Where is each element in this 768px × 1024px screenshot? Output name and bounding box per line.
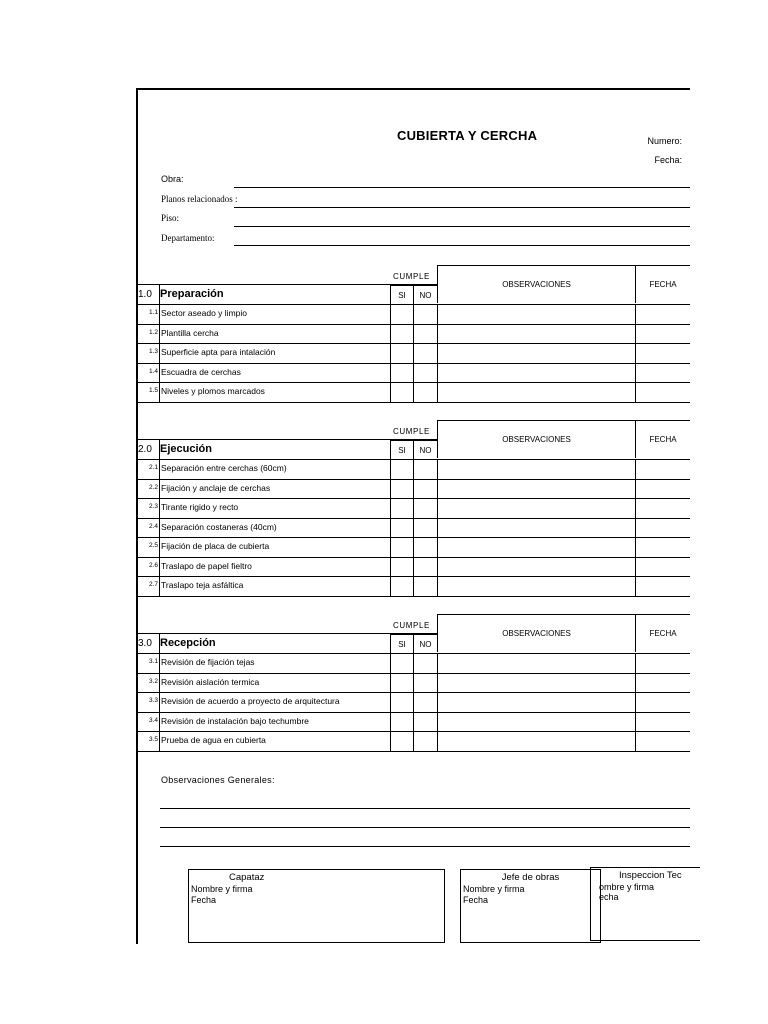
section-bottom-border: [138, 402, 690, 403]
item-text: Revisión de fijación tejas: [161, 657, 255, 667]
obra-label: Obra:: [161, 174, 184, 184]
section-title: Ejecución: [160, 443, 212, 455]
row-left-border: [159, 364, 160, 384]
si-cell[interactable]: [390, 654, 391, 674]
checklist-row: [138, 363, 690, 383]
section-bottom-border: [138, 596, 690, 597]
signature-title: Inspeccion Tec: [619, 870, 682, 881]
fecha-cell[interactable]: [635, 364, 636, 384]
checklist-row: [138, 712, 690, 732]
signature-box-inspeccion[interactable]: [590, 867, 700, 941]
row-left-border: [159, 325, 160, 345]
item-text: Traslapo teja asfáltica: [161, 580, 244, 590]
observaciones-cell[interactable]: [437, 732, 438, 752]
section-number: 1.0: [138, 289, 152, 300]
planos-field[interactable]: [234, 207, 690, 208]
planos-label: Planos relacionados :: [161, 194, 238, 204]
observaciones-generales-label: Observaciones Generales:: [161, 775, 275, 785]
fecha-cell[interactable]: [635, 499, 636, 519]
item-number: 3.4: [148, 716, 158, 724]
item-text: Revisión aislación termica: [161, 676, 260, 687]
si-cell[interactable]: [390, 325, 391, 345]
si-cell[interactable]: [390, 499, 391, 519]
section-left-border: [159, 634, 160, 653]
no-cell[interactable]: [413, 538, 414, 558]
fecha-cell[interactable]: [635, 558, 636, 578]
checklist-row: [138, 304, 690, 324]
observaciones-cell[interactable]: [437, 480, 438, 500]
observaciones-cell[interactable]: [437, 499, 438, 519]
si-cell[interactable]: [390, 364, 391, 384]
item-text: Niveles y plomos marcados: [161, 386, 265, 396]
no-cell[interactable]: [413, 713, 414, 733]
observaciones-header: OBSERVACIONES: [437, 420, 635, 458]
cumple-header: CUMPLE: [393, 427, 430, 436]
row-left-border: [159, 558, 160, 578]
observaciones-cell[interactable]: [437, 344, 438, 364]
item-number: 1.5: [148, 387, 158, 394]
item-text: Separación costaneras (40cm): [161, 521, 277, 532]
signature-date-label: echa: [599, 892, 619, 902]
item-text: Superficie apta para intalación: [161, 347, 276, 357]
si-header: SI: [390, 285, 413, 304]
row-left-border: [159, 344, 160, 364]
checklist-row: [138, 653, 690, 673]
item-number: 2.4: [148, 522, 158, 530]
signature-box-jefe-obras[interactable]: [460, 869, 601, 943]
numero-label: Numero:: [647, 136, 682, 146]
si-cell[interactable]: [390, 344, 391, 364]
item-text: Traslapo de papel fieltro: [161, 560, 252, 571]
observaciones-line-3[interactable]: [160, 846, 690, 847]
fecha-cell[interactable]: [635, 538, 636, 558]
item-text: Separación entre cerchas (60cm): [161, 463, 287, 473]
row-left-border: [159, 538, 160, 558]
checklist-row: [138, 479, 690, 499]
checklist-row: [138, 518, 690, 538]
observaciones-header: OBSERVACIONES: [437, 614, 635, 652]
si-cell[interactable]: [390, 693, 391, 713]
no-cell[interactable]: [413, 519, 414, 539]
no-cell[interactable]: [413, 577, 414, 597]
no-cell[interactable]: [413, 732, 414, 752]
item-number: 3.1: [148, 658, 158, 665]
item-number: 3.2: [148, 677, 158, 685]
item-number: 2.6: [148, 561, 158, 569]
no-cell[interactable]: [413, 499, 414, 519]
observaciones-cell[interactable]: [437, 674, 438, 694]
departamento-field[interactable]: [234, 245, 690, 246]
item-number: 1.4: [148, 367, 158, 375]
si-cell[interactable]: [390, 519, 391, 539]
row-left-border: [159, 713, 160, 733]
row-left-border: [159, 305, 160, 325]
no-cell[interactable]: [413, 325, 414, 345]
no-header: NO: [413, 285, 437, 304]
row-left-border: [159, 519, 160, 539]
si-header: SI: [390, 440, 413, 459]
no-cell[interactable]: [413, 674, 414, 694]
si-cell[interactable]: [390, 383, 391, 403]
cumple-header: CUMPLE: [393, 272, 430, 281]
item-number: 2.5: [148, 542, 158, 549]
checklist-row: [138, 692, 690, 712]
no-header: NO: [413, 440, 437, 459]
observaciones-cell[interactable]: [437, 325, 438, 345]
item-number: 1.3: [148, 348, 158, 355]
checklist-row: [138, 459, 690, 479]
section-header-border: [138, 439, 437, 440]
obra-field[interactable]: [234, 187, 690, 188]
section-title: Preparación: [160, 288, 224, 300]
item-text: Escuadra de cerchas: [161, 366, 241, 377]
si-cell[interactable]: [390, 674, 391, 694]
signature-title: Capataz: [229, 872, 265, 883]
fecha-header: FECHA: [635, 265, 690, 303]
signature-name-label: ombre y firma: [599, 882, 655, 892]
fecha-cell[interactable]: [635, 325, 636, 345]
signature-title: Jefe de obras: [501, 872, 560, 883]
departamento-label: Departamento:: [161, 233, 215, 243]
row-left-border: [159, 480, 160, 500]
observaciones-line-2[interactable]: [160, 827, 690, 828]
section-bottom-border: [138, 751, 690, 752]
observaciones-cell[interactable]: [437, 558, 438, 578]
section-header-border: [138, 284, 437, 285]
row-left-border: [159, 654, 160, 674]
item-text: Fijación y anclaje de cerchas: [161, 482, 271, 493]
checklist-row: [138, 498, 690, 518]
checklist-row: [138, 576, 690, 596]
observaciones-line-1[interactable]: [160, 808, 690, 809]
item-text: Fijación de placa de cubierta: [161, 541, 270, 551]
fecha-cell[interactable]: [635, 460, 636, 480]
si-cell[interactable]: [390, 577, 391, 597]
row-left-border: [159, 460, 160, 480]
checklist-section: [138, 264, 690, 404]
item-number: 2.1: [148, 464, 158, 471]
si-cell[interactable]: [390, 480, 391, 500]
item-number: 2.3: [148, 503, 158, 510]
row-left-border: [159, 577, 160, 597]
fecha-cell[interactable]: [635, 344, 636, 364]
item-text: Revisión de acuerdo a proyecto de arquitectura: [161, 696, 340, 706]
no-cell[interactable]: [413, 654, 414, 674]
item-number: 2.2: [148, 483, 158, 491]
checklist-section: [138, 419, 690, 598]
item-text: Plantilla cercha: [161, 327, 219, 338]
item-text: Prueba de agua en cubierta: [161, 735, 266, 745]
observaciones-cell[interactable]: [437, 654, 438, 674]
fecha-header: FECHA: [635, 614, 690, 652]
piso-label: Piso:: [161, 213, 180, 223]
no-cell[interactable]: [413, 693, 414, 713]
item-text: Revisión de instalación bajo techumbre: [161, 715, 309, 726]
fecha-cell[interactable]: [635, 577, 636, 597]
observaciones-cell[interactable]: [437, 538, 438, 558]
section-left-border: [159, 285, 160, 304]
observaciones-cell[interactable]: [437, 460, 438, 480]
fecha-cell[interactable]: [635, 654, 636, 674]
signature-date-label: Fecha: [463, 895, 489, 905]
observaciones-cell[interactable]: [437, 305, 438, 325]
checklist-row: [138, 731, 690, 751]
fecha-cell[interactable]: [635, 713, 636, 733]
row-left-border: [159, 674, 160, 694]
fecha-cell[interactable]: [635, 693, 636, 713]
item-text: Sector aseado y limpio: [161, 308, 247, 318]
item-number: 3.3: [148, 697, 158, 704]
item-text: Tirante rigido y recto: [161, 502, 239, 512]
observaciones-header: OBSERVACIONES: [437, 265, 635, 303]
row-left-border: [159, 383, 160, 403]
fecha-cell[interactable]: [635, 305, 636, 325]
form-title: CUBIERTA Y CERCHA: [397, 128, 538, 143]
no-cell[interactable]: [413, 460, 414, 480]
checklist-row: [138, 324, 690, 344]
no-cell[interactable]: [413, 558, 414, 578]
si-cell[interactable]: [390, 460, 391, 480]
fecha-cell[interactable]: [635, 674, 636, 694]
section-number: 2.0: [138, 444, 152, 455]
checklist-section: [138, 613, 690, 753]
no-header: NO: [413, 634, 437, 653]
fecha-header: FECHA: [635, 420, 690, 458]
no-cell[interactable]: [413, 344, 414, 364]
si-cell[interactable]: [390, 713, 391, 733]
fecha-cell[interactable]: [635, 480, 636, 500]
no-cell[interactable]: [413, 305, 414, 325]
si-cell[interactable]: [390, 732, 391, 752]
observaciones-cell[interactable]: [437, 519, 438, 539]
fecha-label: Fecha:: [654, 155, 682, 165]
fecha-cell[interactable]: [635, 383, 636, 403]
form-frame-top: [136, 88, 690, 90]
item-number: 2.7: [148, 581, 158, 588]
observaciones-cell[interactable]: [437, 364, 438, 384]
no-cell[interactable]: [413, 364, 414, 384]
signature-name-label: Nombre y firma: [191, 884, 253, 894]
no-cell[interactable]: [413, 383, 414, 403]
si-header: SI: [390, 634, 413, 653]
fecha-cell[interactable]: [635, 519, 636, 539]
checklist-row: [138, 673, 690, 693]
observaciones-cell[interactable]: [437, 693, 438, 713]
checklist-row: [138, 557, 690, 577]
si-cell[interactable]: [390, 538, 391, 558]
no-cell[interactable]: [413, 480, 414, 500]
piso-field[interactable]: [234, 226, 690, 227]
fecha-cell[interactable]: [635, 732, 636, 752]
row-left-border: [159, 499, 160, 519]
item-number: 1.2: [148, 328, 158, 336]
section-header-border: [138, 633, 437, 634]
item-number: 1.1: [148, 309, 158, 316]
signature-date-label: Fecha: [191, 895, 217, 905]
section-title: Recepción: [160, 637, 216, 649]
signature-box-capataz[interactable]: [188, 869, 445, 943]
observaciones-cell[interactable]: [437, 383, 438, 403]
checklist-row: [138, 537, 690, 557]
signature-name-label: Nombre y firma: [463, 884, 525, 894]
row-left-border: [159, 732, 160, 752]
checklist-row: [138, 343, 690, 363]
cumple-header: CUMPLE: [393, 621, 430, 630]
section-left-border: [159, 440, 160, 459]
observaciones-cell[interactable]: [437, 713, 438, 733]
item-number: 3.5: [148, 736, 158, 743]
si-cell[interactable]: [390, 305, 391, 325]
section-number: 3.0: [138, 638, 152, 649]
checklist-row: [138, 382, 690, 402]
row-left-border: [159, 693, 160, 713]
observaciones-cell[interactable]: [437, 577, 438, 597]
si-cell[interactable]: [390, 558, 391, 578]
